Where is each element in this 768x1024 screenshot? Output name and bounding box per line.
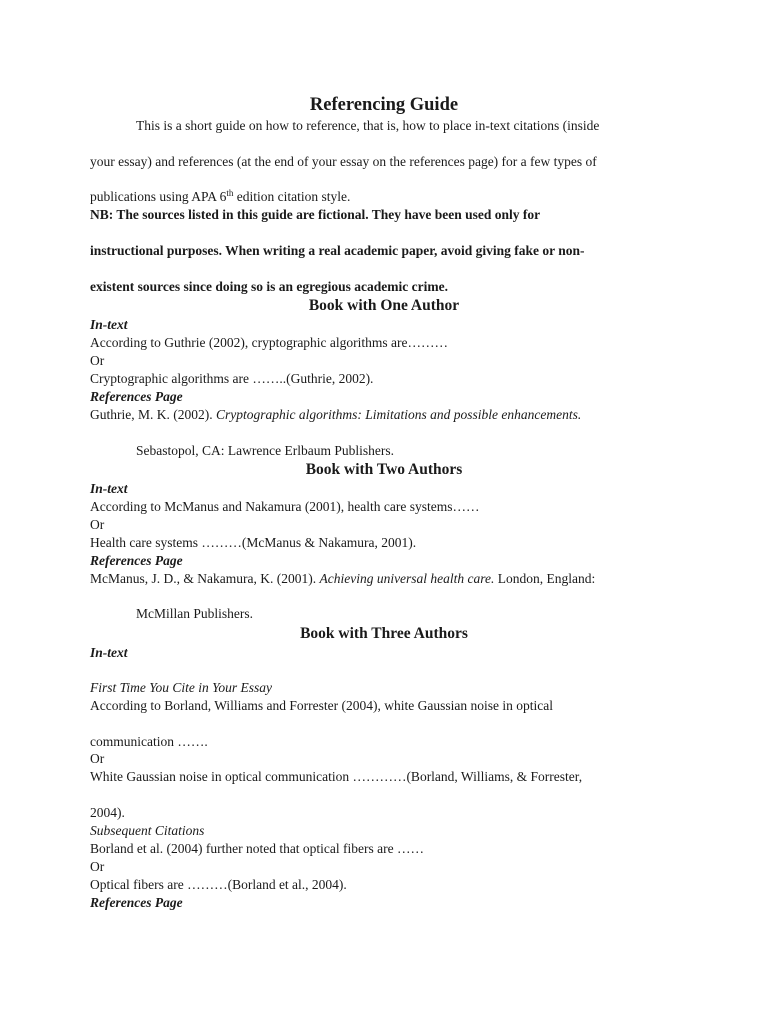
references-page-label: References Page [90, 553, 183, 568]
nb-line-2: instructional purposes. When writing a real academic paper, avoid giving fake or non- [90, 243, 585, 258]
references-page-label: References Page [90, 389, 183, 404]
example-text: communication ……. [90, 734, 208, 749]
nb-line-1: NB: The sources listed in this guide are fictional. They have been used only for [90, 207, 541, 222]
reference-title: Achieving universal health care. [319, 571, 495, 586]
example-text: According to Borland, Williams and Forrester (2004), white Gaussian noise in optical [90, 698, 553, 713]
reference-title: Cryptographic algorithms: Limitations and possible enhancements. [215, 407, 582, 422]
example-text: White Gaussian noise in optical communication …………(Borland, Williams, & Forrester, [90, 769, 583, 784]
reference-continuation: Sebastopol, CA: Lawrence Erlbaum Publishers. [136, 443, 394, 458]
example-text: Optical fibers are ………(Borland et al., 2004). [90, 877, 347, 892]
nb-line-3: existent sources since doing so is an egregious academic crime. [90, 279, 448, 294]
heading-two-authors: Book with Two Authors [305, 461, 463, 478]
reference-entry [90, 407, 581, 423]
references-page-label: References Page [90, 895, 183, 910]
reference-publisher-location: London, England: [494, 571, 596, 586]
intext-label: In-text [90, 317, 128, 332]
example-text: Cryptographic algorithms are ……..(Guthrie, 2002). [90, 371, 374, 386]
reference-continuation: McMillan Publishers. [136, 606, 253, 621]
or-text: Or [90, 751, 105, 766]
intro-line-3-end: edition citation style. [233, 189, 351, 204]
or-text: Or [90, 353, 105, 368]
intro-line-2: your essay) and references (at the end of your essay on the references page) for a few types of [90, 154, 597, 169]
first-time-label: First Time You Cite in Your Essay [90, 680, 273, 695]
example-text: Health care systems ………(McManus & Nakamura, 2001). [90, 535, 417, 550]
intro-line-3 [90, 189, 350, 205]
or-text: Or [90, 859, 105, 874]
example-text: According to McManus and Nakamura (2001), health care systems…… [90, 499, 480, 514]
or-text: Or [90, 517, 105, 532]
heading-three-authors: Book with Three Authors [300, 625, 468, 642]
example-text: 2004). [90, 805, 125, 820]
reference-authors: McManus, J. D., & Nakamura, K. (2001). [90, 571, 320, 586]
example-text: Borland et al. (2004) further noted that optical fibers are …… [90, 841, 425, 856]
superscript-th: th [226, 188, 234, 198]
reference-authors: Guthrie, M. K. (2002). [90, 407, 216, 422]
subsequent-citations-label: Subsequent Citations [90, 823, 205, 838]
example-text: According to Guthrie (2002), cryptographic algorithms are……… [90, 335, 449, 350]
reference-entry [90, 571, 595, 587]
heading-one-author: Book with One Author [308, 297, 460, 314]
page-title: Referencing Guide [309, 95, 459, 115]
intext-label: In-text [90, 645, 128, 660]
intext-label: In-text [90, 481, 128, 496]
intro-line-3-text: publications using APA 6 [90, 189, 227, 204]
intro-line-1: This is a short guide on how to reference, that is, how to place in-text citations (inside [136, 118, 600, 133]
